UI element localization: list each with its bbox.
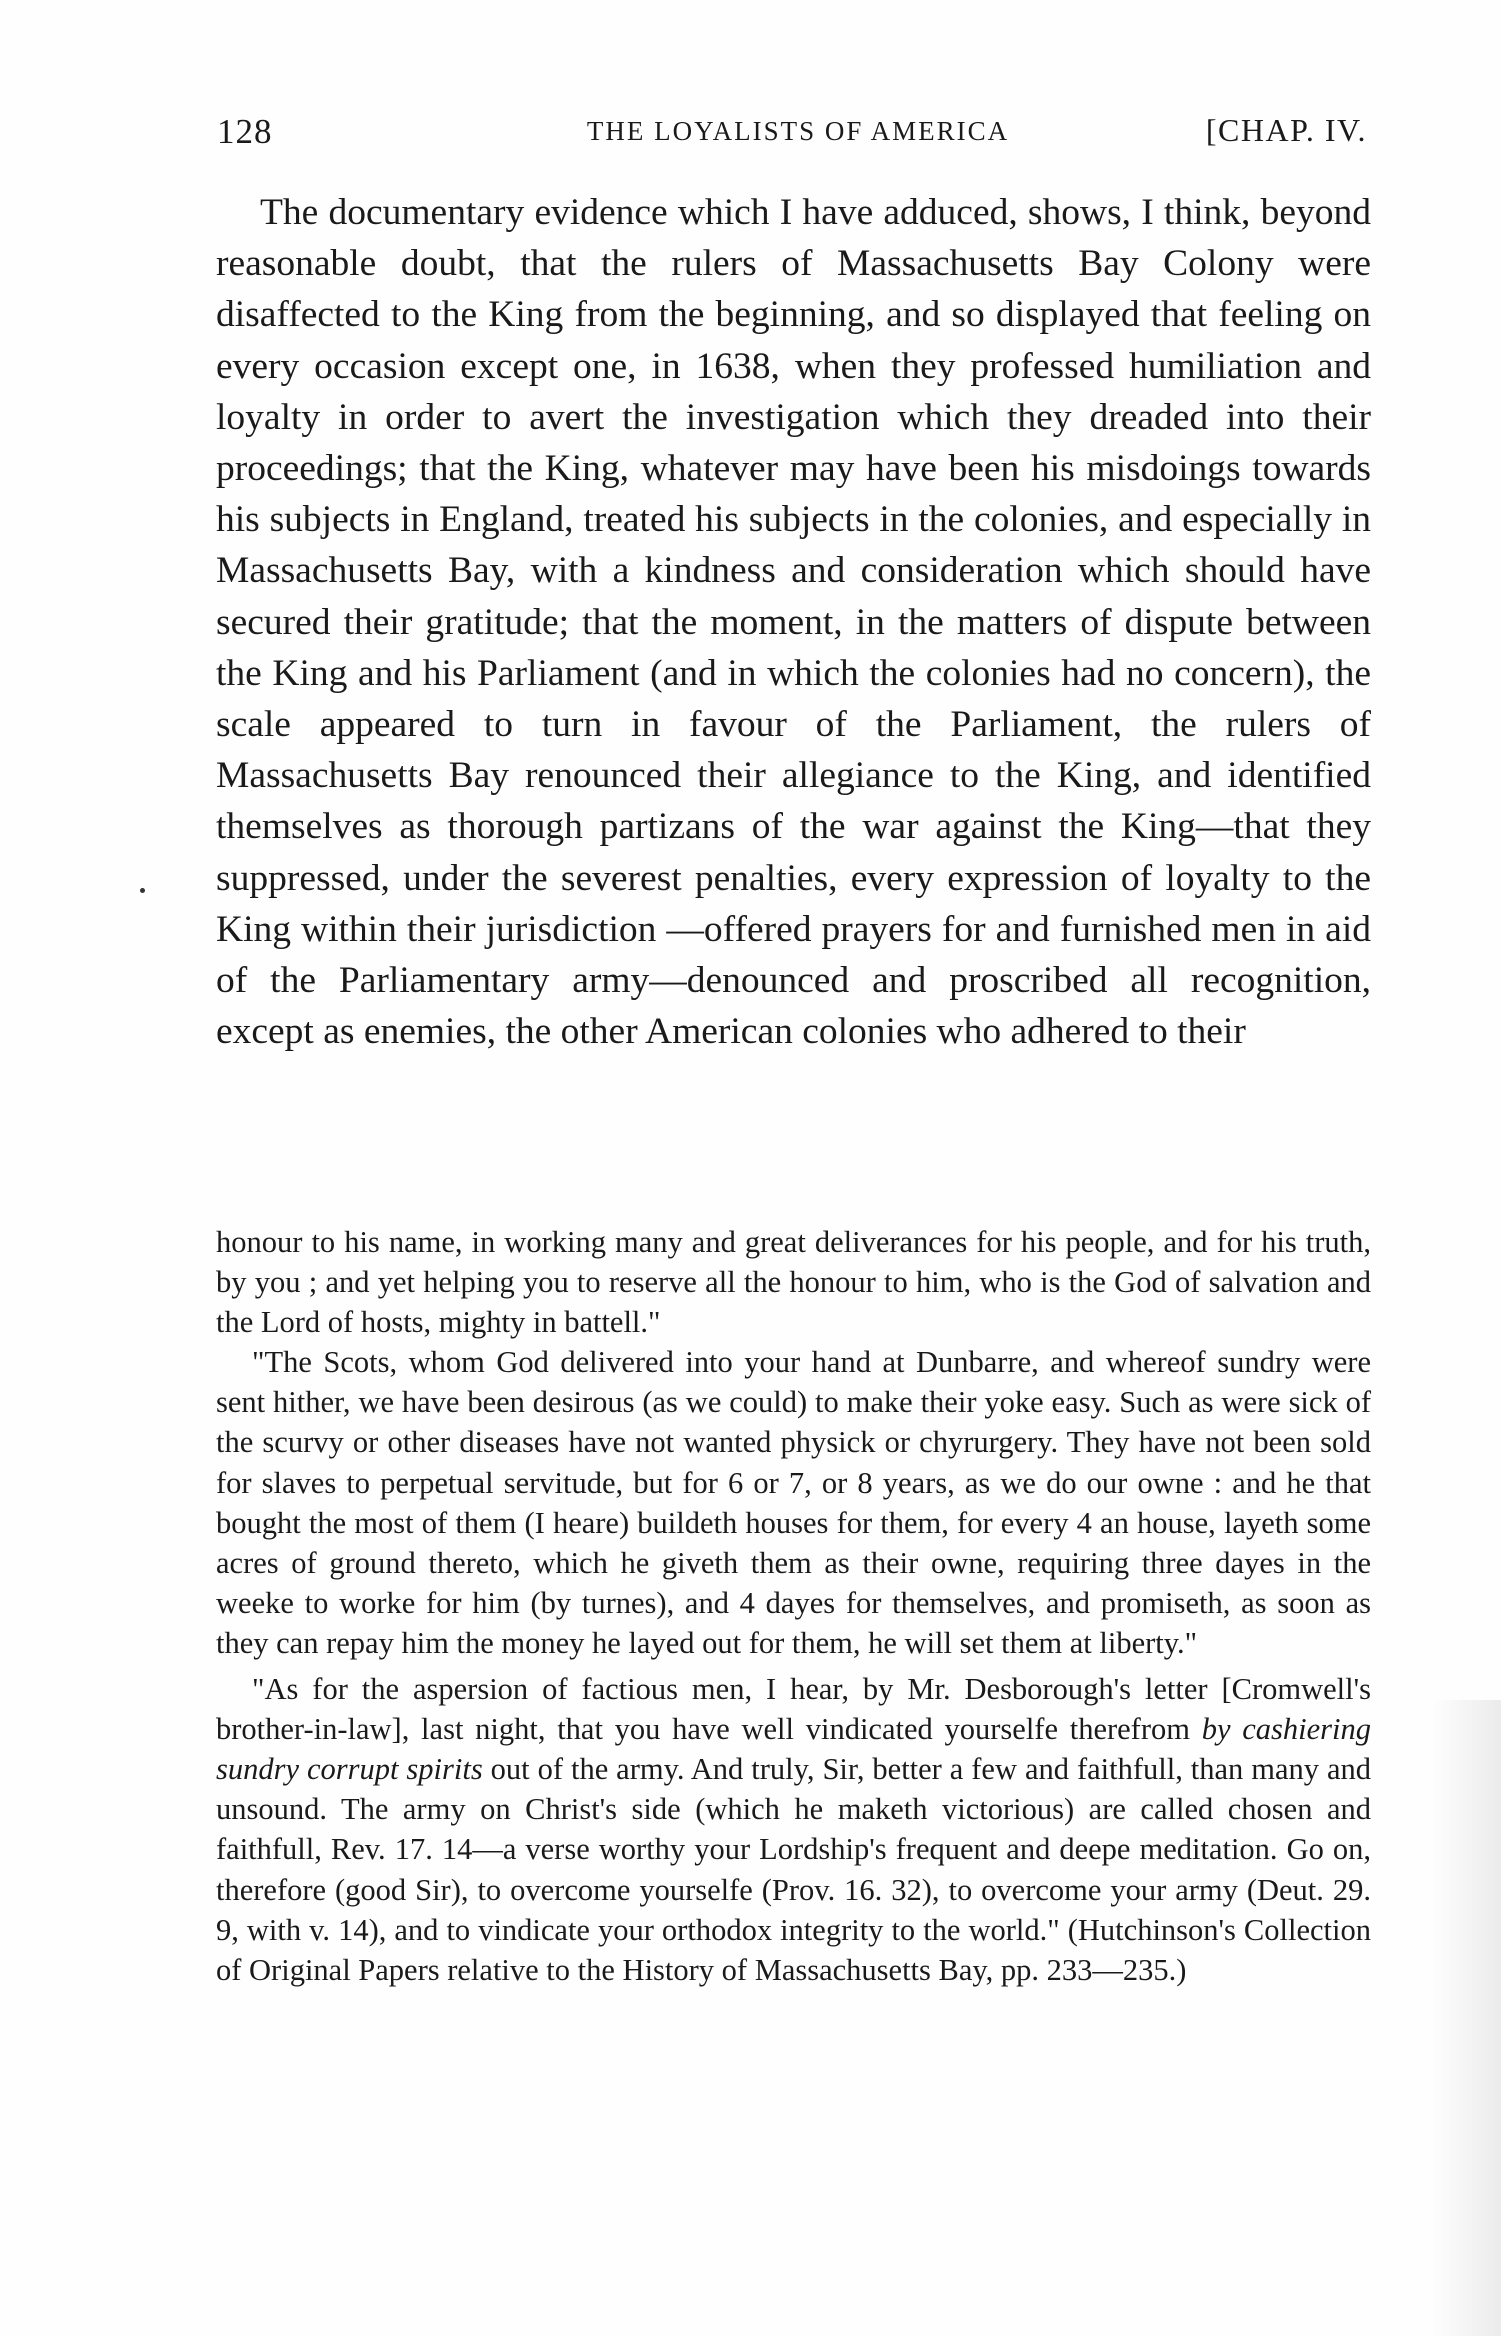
running-title: THE LOYALISTS OF AMERICA [586,116,1010,146]
page-number: 128 [217,112,273,151]
footnote-block [216,1222,1371,1990]
body-paragraph: The documentary evidence which I have adduced, shows, I think, beyond reasonable doubt, that the rulers of Massachusetts Bay Colony were disaffected to the King from the beginning, and so displayed that feeling on every occasion except one, in 1638, when they professed humiliation and loyalty in order to avert the investigation which they dreaded into their proceedings; that the King, whatever may have been his misdoings towards his subjects in England, treated his subjects in the colonies, and especially in Massachusetts Bay, with a kindness and consideration which should have secured their gratitude; that the moment, in the matters of dispute between the King and his Parliament (and in which the colonies had no concern), the scale appeared to turn in favour of the Parliament, the rulers of Massachusetts Bay renounced their allegiance to the King, and identified themselves as thorough partizans of the war against the King—that they suppressed, under the severest penalties, every expression of loyalty to the King within their jurisdiction —offered prayers for and furnished men in aid of the Parliamentary army—denounced and proscribed all recognition, except as enemies, the other American colonies who adhered to their [216,192,1371,1053]
chapter-label: [CHAP. IV. [1205,112,1367,148]
footnote-3-italic-phrase: by cashiering sundry corrupt spirits [216,1712,1371,1787]
footnote-3-text-start: "As for the aspersion of factious men, I hear, by Mr. Desborough's letter [Cromwell's brother-in-law], last night, that you have well vindicated yourselfe therefrom [216,1672,1371,1747]
running-header [217,112,1367,162]
footnote-paragraph-3 [216,1669,1371,1990]
footnote-paragraph-1: honour to his name, in working many and great deliverances for his people, and for his truth, by you ; and yet helping you to reserve all the honour to him, who is the God of salvation and the Lord of hosts, mighty in battell." [216,1225,1371,1340]
footnote-paragraph-2: "The Scots, whom God delivered into your hand at Dunbarre, and whereof sundry were sent hither, we have been desirous (as we could) to make their yoke easy. Such as were sick of the scurvy or other diseases have not wanted physick or chyrurgery. They have not been sold for slaves to perpetual servitude, but for 6 or 7, or 8 years, as we do our owne : and he that bought the most of them (I heare) buildeth houses for them, for every 4 an house, layeth some acres of ground thereto, which he giveth them as their owne, requiring three dayes in the weeke to worke for him (by turnes), and 4 dayes for themselves, and promiseth, as soon as they can repay him the money he layed out for them, he will set them at liberty." [216,1345,1371,1660]
footnote-3-text-end: out of the army. And truly, Sir, better a few and faithfull, than many and unsound. The army on Christ's side (which he maketh victorious) are called chosen and faithfull, Rev. 17. 14—a verse worthy your Lordship's frequent and deepe meditation. Go on, therefore (good Sir), to overcome yourselfe (Prov. 16. 32), to overcome your army (Deut. 29. 9, with v. 14), and to vindicate your orthodox integrity to the world." (Hutchinson's Collection of Original Papers relative to the History of Massachusetts Bay, pp. 233—235.) [216,1752,1371,1987]
ink-speck [140,888,145,893]
page-edge-shadow [1431,1700,1501,2336]
